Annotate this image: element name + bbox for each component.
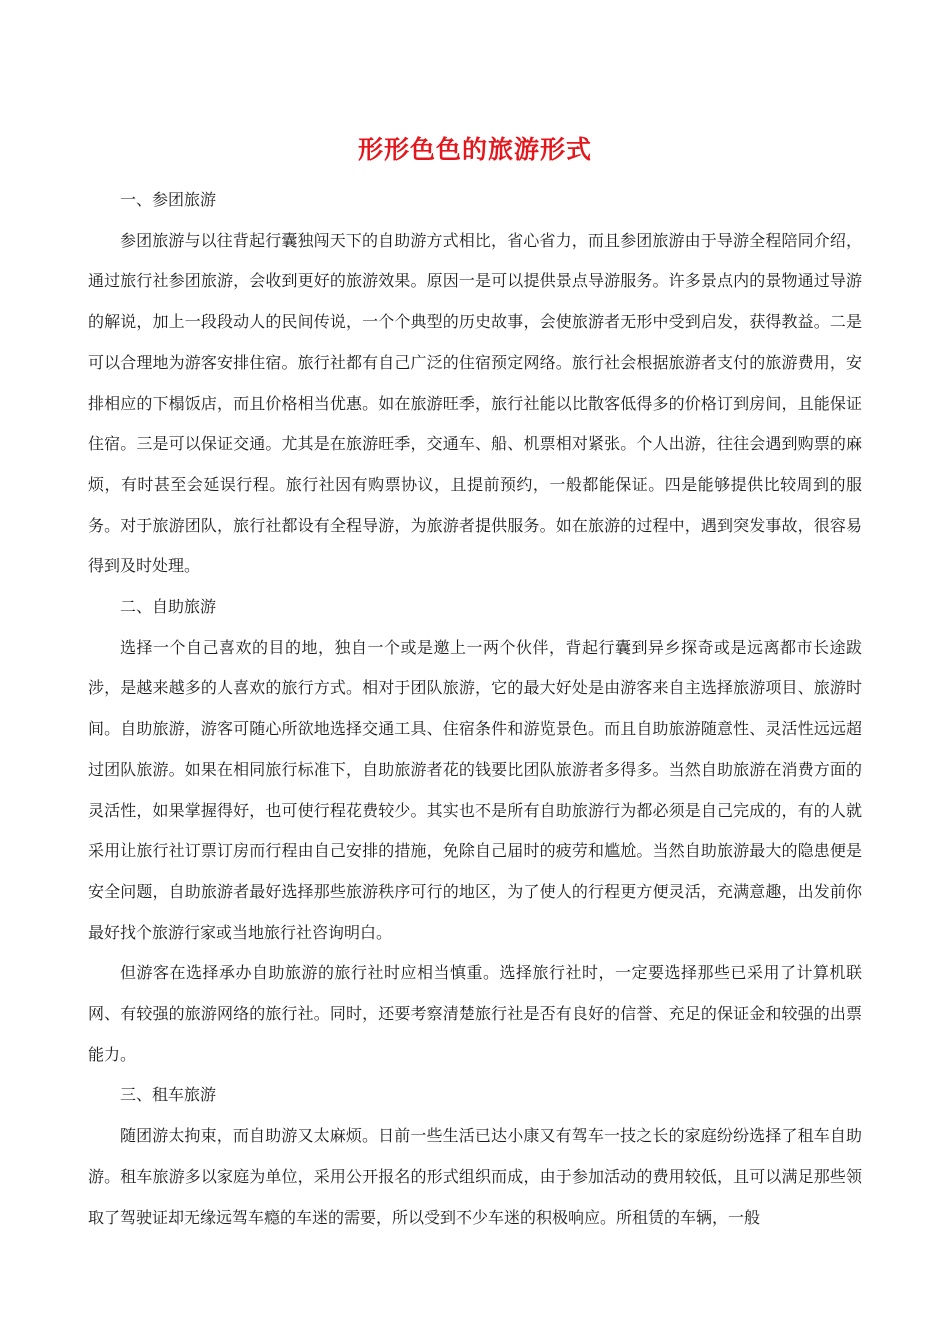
- section-heading-car-rental-tour: 三、租车旅游: [120, 1085, 217, 1105]
- document-title: 形形色色的旅游形式: [357, 135, 592, 164]
- document-body: [88, 180, 862, 1238]
- section-heading-self-guided-tour: 二、自助旅游: [120, 597, 217, 617]
- paragraph-self-guided-tour: 选择一个自己喜欢的目的地，独自一个或是邀上一两个伙伴，背起行囊到异乡探奇或是远离都市长途跋涉，是越来越多的人喜欢的旅行方式。相对于团队旅游，它的最大好处是由游客来自主选择旅游项目、旅游时间。自助旅游，游客可随心所欲地选择交通工具、住宿条件和游览景色。而且自助旅游随意性、灵活性远远超过团队旅游。如果在相同旅行标准下，自助旅游者花的钱要比团队旅游者多得多。当然自助旅游在消费方面的灵活性，如果掌握得好，也可使行程花费较少。其实也不是所有自助旅游行为都必须是自己完成的，有的人就采用让旅行社订票订房而行程由自己安排的措施，免除自己届时的疲劳和尴尬。当然自助旅游最大的隐患便是安全问题，自助旅游者最好选择那些旅游秩序可行的地区，为了使人的行程更方便灵活，充满意趣，出发前你最好找个旅游行家或当地旅行社咨询明白。: [88, 637, 862, 942]
- section-heading-group-tour: 一、参团旅游: [120, 190, 217, 209]
- paragraph-car-rental-tour: 随团游太拘束，而自助游又太麻烦。日前一些生活已达小康又有驾车一技之长的家庭纷纷选择了租车自助游。租车旅游多以家庭为单位，采用公开报名的形式组织而成，由于参加活动的费用较低，且可以满足那些领取了驾驶证却无缘远驾车瘾的车迷的需要，所以受到不少车迷的积极响应。所租赁的车辆，一般: [88, 1126, 862, 1227]
- paragraph-group-tour: 参团旅游与以往背起行囊独闯天下的自助游方式相比，省心省力，而且参团旅游由于导游全程陪同介绍，通过旅行社参团旅游，会收到更好的旅游效果。原因一是可以提供景点导游服务。许多景点内的景物通过导游的解说，加上一段段动人的民间传说，一个个典型的历史故事，会使旅游者无形中受到启发，获得教益。二是可以合理地为游客安排住宿。旅行社都有自己广泛的住宿预定网络。旅行社会根据旅游者支付的旅游费用，安排相应的下榻饭店，而且价格相当优惠。如在旅游旺季，旅行社能以比散客低得多的价格订到房间，且能保证住宿。三是可以保证交通。尤其是在旅游旺季，交通车、船、机票相对紧张。个人出游，往往会遇到购票的麻烦，有时甚至会延误行程。旅行社因有购票协议，且提前预约，一般都能保证。四是能够提供比较周到的服务。对于旅游团队，旅行社都设有全程导游，为旅游者提供服务。如在旅游的过程中，遇到突发事故，很容易得到及时处理。: [88, 230, 862, 576]
- paragraph-choosing-agency: 但游客在选择承办自助旅游的旅行社时应相当慎重。选择旅行社时，一定要选择那些已采用了计算机联网、有较强的旅游网络的旅行社。同时，还要考察清楚旅行社是否有良好的信誉、充足的保证金和较强的出票能力。: [88, 963, 862, 1064]
